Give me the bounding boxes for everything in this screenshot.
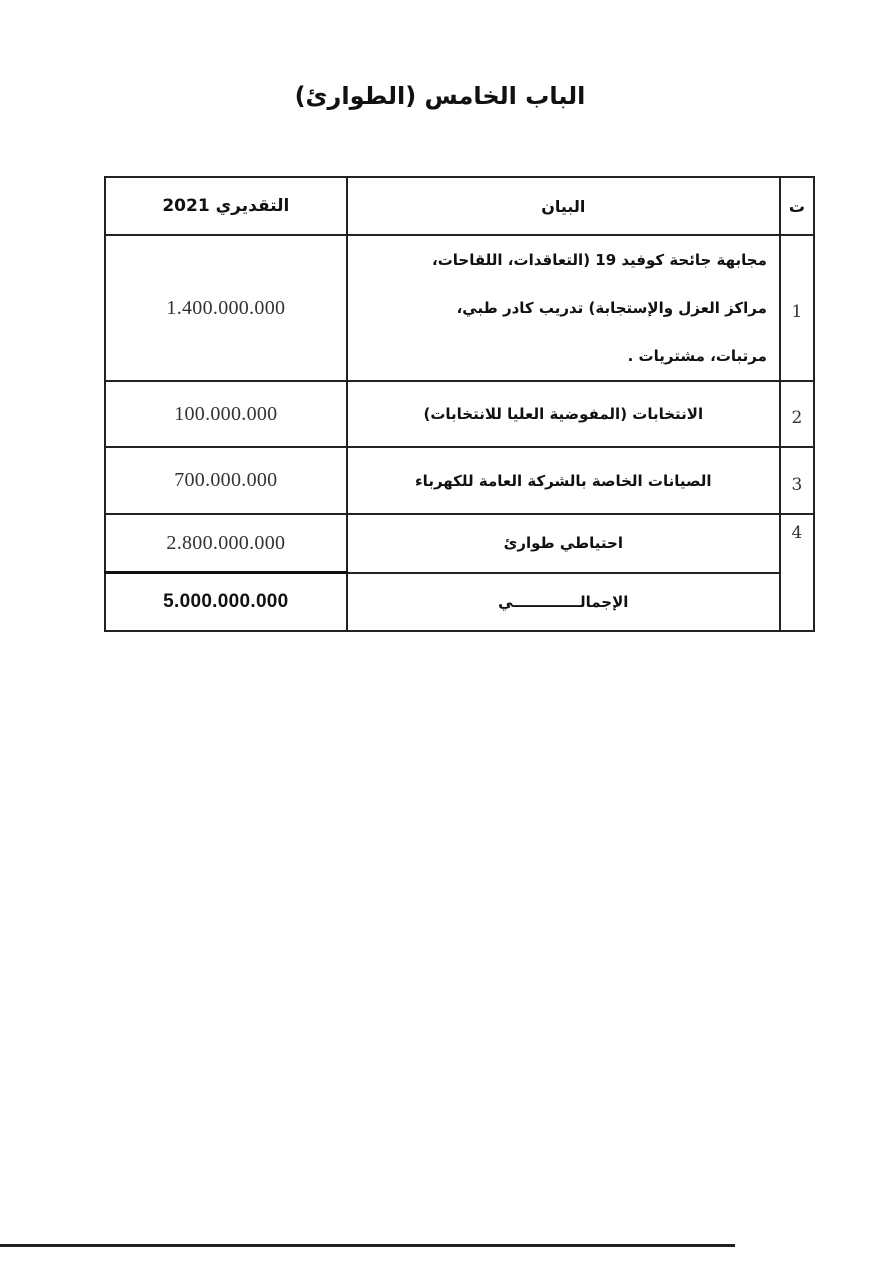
description-line: مجابهة جائحة كوفيد 19 (التعاقدات، اللقاحات، <box>432 251 767 269</box>
page-title: الباب الخامس (الطوارئ) <box>294 82 586 110</box>
header-amount: التقديري 2021 <box>105 177 347 235</box>
total-row <box>105 573 814 632</box>
description-line: مرتبات، مشتريات . <box>627 347 767 365</box>
header-num: ت <box>780 177 814 235</box>
row-description <box>347 235 780 381</box>
budget-table <box>104 176 815 632</box>
description-line: مراكز العزل والإستجابة) تدريب كادر طبي، <box>456 299 767 317</box>
row-description: احتياطي طوارئ <box>347 514 780 573</box>
row-amount: 100.000.000 <box>105 381 347 447</box>
row-description: الانتخابات (المفوضية العليا للانتخابات) <box>347 381 780 447</box>
total-amount: 5.000.000.000 <box>105 573 347 632</box>
table-row <box>105 381 814 447</box>
row-num: 1 <box>780 235 814 381</box>
header-description: البيان <box>347 177 780 235</box>
table-row <box>105 514 814 573</box>
row-description: الصيانات الخاصة بالشركة العامة للكهرباء <box>347 447 780 514</box>
row-num: 2 <box>780 381 814 447</box>
table-header-row <box>105 177 814 235</box>
table-row <box>105 447 814 514</box>
row-num: 4 <box>780 514 814 631</box>
table-row <box>105 235 814 381</box>
row-num: 3 <box>780 447 814 514</box>
row-amount: 1.400.000.000 <box>105 235 347 381</box>
row-amount: 700.000.000 <box>105 447 347 514</box>
row-amount: 2.800.000.000 <box>105 514 347 573</box>
footer-rule <box>0 1244 735 1247</box>
total-label: الإجمالـــــــــــــي <box>347 573 780 632</box>
